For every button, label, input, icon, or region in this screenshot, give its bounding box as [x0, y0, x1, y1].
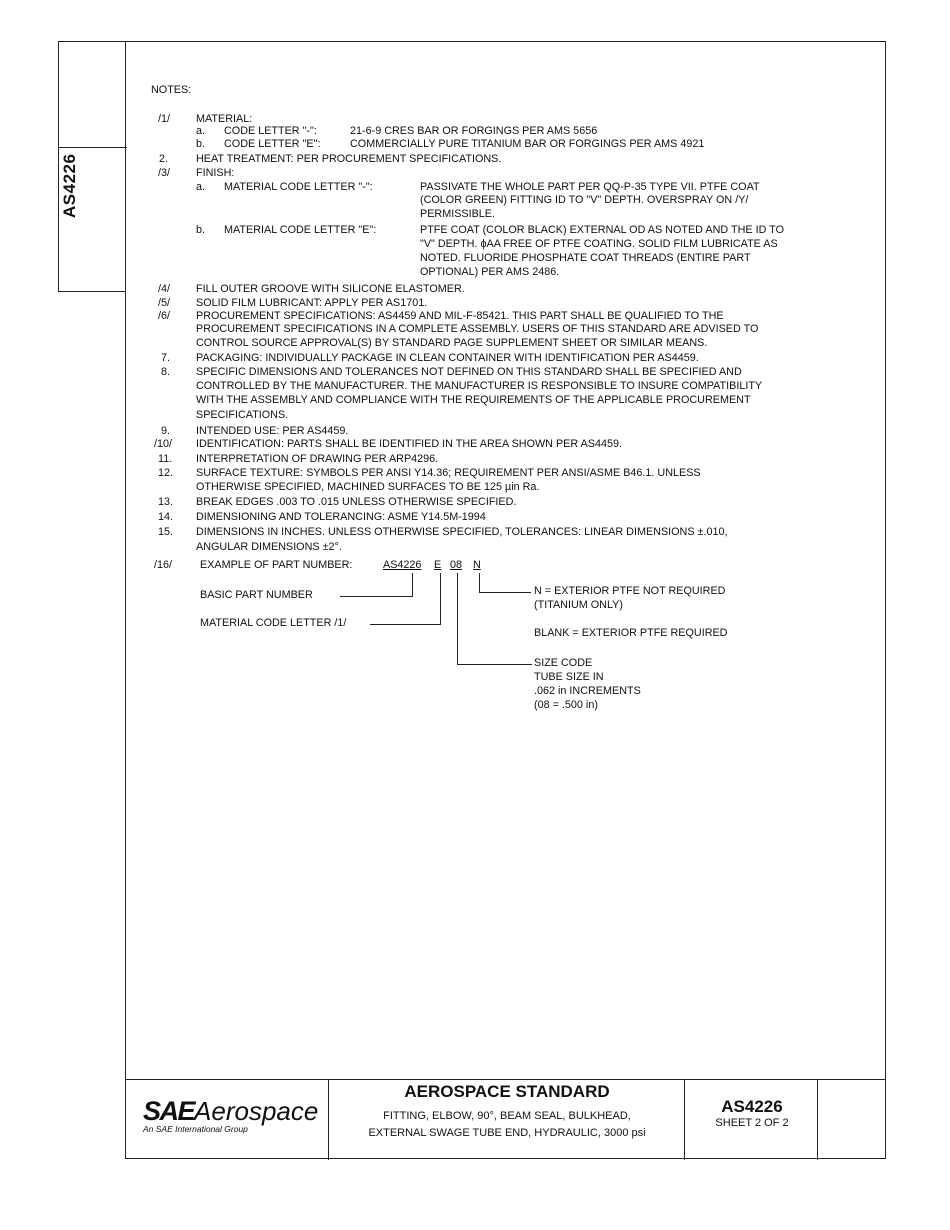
note-text: CONTROL SOURCE APPROVAL(S) BY STANDARD PAGE SUPPLEMENT SHEET OR SIMILAR MEANS. — [196, 337, 708, 349]
note-text: OPTIONAL) PER AMS 2486. — [420, 266, 560, 278]
note-number: /5/ — [158, 297, 171, 309]
leader-size-horizontal — [457, 664, 532, 665]
note-number: 9. — [161, 425, 171, 437]
note-text: SOLID FILM LUBRICANT: APPLY PER AS1701. — [196, 297, 428, 309]
note-text: SPECIFICATIONS. — [196, 409, 289, 421]
part-suffix-code: N — [473, 559, 481, 571]
note-number: 2. — [159, 153, 169, 165]
description-line-1: FITTING, ELBOW, 90°, BEAM SEAL, BULKHEAD, — [383, 1110, 631, 1122]
n-suffix-note: (TITANIUM ONLY) — [534, 599, 623, 611]
note-text: PROCUREMENT SPECIFICATIONS IN A COMPLETE ASSEMBLY. USERS OF THIS STANDARD ARE ADVISED TO — [196, 323, 759, 335]
note-text: MATERIAL CODE LETTER "-": — [224, 181, 373, 193]
side-document-number: AS4226 — [60, 153, 79, 218]
note-text: PTFE COAT (COLOR BLACK) EXTERNAL OD AS NOTED AND THE ID TO — [420, 224, 784, 236]
note-number: /4/ — [158, 283, 171, 295]
note-number: 14. — [158, 511, 174, 523]
note-text: HEAT TREATMENT: PER PROCUREMENT SPECIFICATIONS. — [196, 153, 502, 165]
note-number: 7. — [161, 352, 171, 364]
note-text: "V" DEPTH. ϕAA FREE OF PTFE COATING. SOLID FILM LUBRICATE AS — [420, 238, 778, 250]
standard-description — [330, 1108, 684, 1142]
note-number: 15. — [158, 526, 174, 538]
leader-suffix-horizontal — [479, 592, 531, 593]
note-text: PASSIVATE THE WHOLE PART PER QQ-P-35 TYPE VII. PTFE COAT — [420, 181, 760, 193]
note-text: INTERPRETATION OF DRAWING PER ARP4296. — [196, 453, 439, 465]
logo-sae: SAE — [143, 1096, 195, 1126]
note-number: 8. — [161, 366, 171, 378]
note-number: a. — [196, 125, 206, 137]
note-text: (COLOR GREEN) FITTING ID TO "V" DEPTH. OVERSPRAY ON /Y/ — [420, 194, 749, 206]
sheet-number: SHEET 2 OF 2 — [715, 1117, 789, 1129]
size-code-label: SIZE CODE — [534, 657, 593, 669]
note-text: FILL OUTER GROOVE WITH SILICONE ELASTOMER. — [196, 283, 465, 295]
note-text: EXAMPLE OF PART NUMBER: — [200, 559, 353, 571]
note-text: PERMISSIBLE. — [420, 208, 496, 220]
leader-basic-vertical — [412, 573, 413, 597]
basic-part-label: BASIC PART NUMBER — [200, 589, 313, 601]
leader-size-vertical — [457, 573, 458, 665]
leader-basic-horizontal — [340, 596, 413, 597]
logo-subtitle: An SAE International Group — [143, 1124, 248, 1134]
size-code-example: (08 = .500 in) — [534, 699, 598, 711]
part-size-code: 08 — [450, 559, 463, 571]
title-block-divider — [684, 1080, 685, 1160]
note-number: /16/ — [154, 559, 173, 571]
sae-aerospace-logo — [143, 1096, 333, 1134]
part-material-code: E — [434, 559, 442, 571]
size-code-increment: .062 in INCREMENTS — [534, 685, 641, 697]
note-number: a. — [196, 181, 206, 193]
note-number: /6/ — [158, 310, 171, 322]
leader-material-vertical — [440, 573, 441, 625]
note-text: 21-6-9 CRES BAR OR FORGINGS PER AMS 5656 — [350, 125, 598, 137]
note-text: SURFACE TEXTURE: SYMBOLS PER ANSI Y14.36; REQUIREMENT PER ANSI/ASME B46.1. UNLESS — [196, 467, 701, 479]
note-text: DIMENSIONING AND TOLERANCING: ASME Y14.5M-1994 — [196, 511, 486, 523]
note-number: /3/ — [158, 167, 171, 179]
note-text: CODE LETTER "E": — [224, 138, 321, 150]
note-text: COMMERCIALLY PURE TITANIUM BAR OR FORGINGS PER AMS 4921 — [350, 138, 705, 150]
leader-suffix-vertical — [479, 573, 480, 593]
part-base-number: AS4226 — [383, 559, 422, 571]
size-code-desc: TUBE SIZE IN — [534, 671, 604, 683]
n-suffix-label: N = EXTERIOR PTFE NOT REQUIRED — [534, 585, 726, 597]
note-text: IDENTIFICATION: PARTS SHALL BE IDENTIFIED IN THE AREA SHOWN PER AS4459. — [196, 438, 622, 450]
logo-aerospace: Aerospace — [194, 1096, 319, 1126]
note-text: INTENDED USE: PER AS4459. — [196, 425, 349, 437]
note-number: b. — [196, 138, 206, 150]
description-line-2: EXTERNAL SWAGE TUBE END, HYDRAULIC, 3000 psi — [368, 1127, 646, 1139]
note-text: WITH THE ASSEMBLY AND COMPLIANCE WITH THE REQUIREMENTS OF THE APPLICABLE PROCUREMENT — [196, 394, 751, 406]
leader-material-horizontal — [370, 624, 441, 625]
note-text: MATERIAL CODE LETTER "E": — [224, 224, 377, 236]
blank-suffix-label: BLANK = EXTERIOR PTFE REQUIRED — [534, 627, 728, 639]
note-text: PACKAGING: INDIVIDUALLY PACKAGE IN CLEAN CONTAINER WITH IDENTIFICATION PER AS4459. — [196, 352, 699, 364]
note-number: b. — [196, 224, 206, 236]
notes-heading: NOTES: — [151, 84, 192, 96]
note-number: 13. — [158, 496, 174, 508]
note-text: ANGULAR DIMENSIONS ±2°. — [196, 541, 342, 553]
note-text: NOTED. FLUORIDE PHOSPHATE COAT THREADS (ENTIRE PART — [420, 252, 751, 264]
document-number: AS4226 — [721, 1097, 783, 1116]
note-text: SPECIFIC DIMENSIONS AND TOLERANCES NOT DEFINED ON THIS STANDARD SHALL BE SPECIFIED AND — [196, 366, 742, 378]
note-number: /10/ — [154, 438, 173, 450]
note-text: BREAK EDGES .003 TO .015 UNLESS OTHERWISE SPECIFIED. — [196, 496, 517, 508]
note-number: /1/ — [158, 113, 171, 125]
note-text: MATERIAL: — [196, 113, 253, 125]
material-code-label: MATERIAL CODE LETTER /1/ — [200, 617, 347, 629]
note-text: OTHERWISE SPECIFIED, MACHINED SURFACES TO BE 125 µin Ra. — [196, 481, 540, 493]
note-text: PROCUREMENT SPECIFICATIONS: AS4459 AND MIL-F-85421. THIS PART SHALL BE QUALIFIED TO THE — [196, 310, 724, 322]
note-text: FINISH: — [196, 167, 235, 179]
note-number: 12. — [158, 467, 174, 479]
note-text: DIMENSIONS IN INCHES. UNLESS OTHERWISE SPECIFIED, TOLERANCES: LINEAR DIMENSIONS ±.010, — [196, 526, 728, 538]
note-text: CONTROLLED BY THE MANUFACTURER. THE MANUFACTURER IS RESPONSIBLE TO INSURE COMPATIBILITY — [196, 380, 763, 392]
note-text: CODE LETTER "-": — [224, 125, 317, 137]
note-number: 11. — [158, 453, 173, 465]
standard-title: AEROSPACE STANDARD — [404, 1082, 610, 1101]
